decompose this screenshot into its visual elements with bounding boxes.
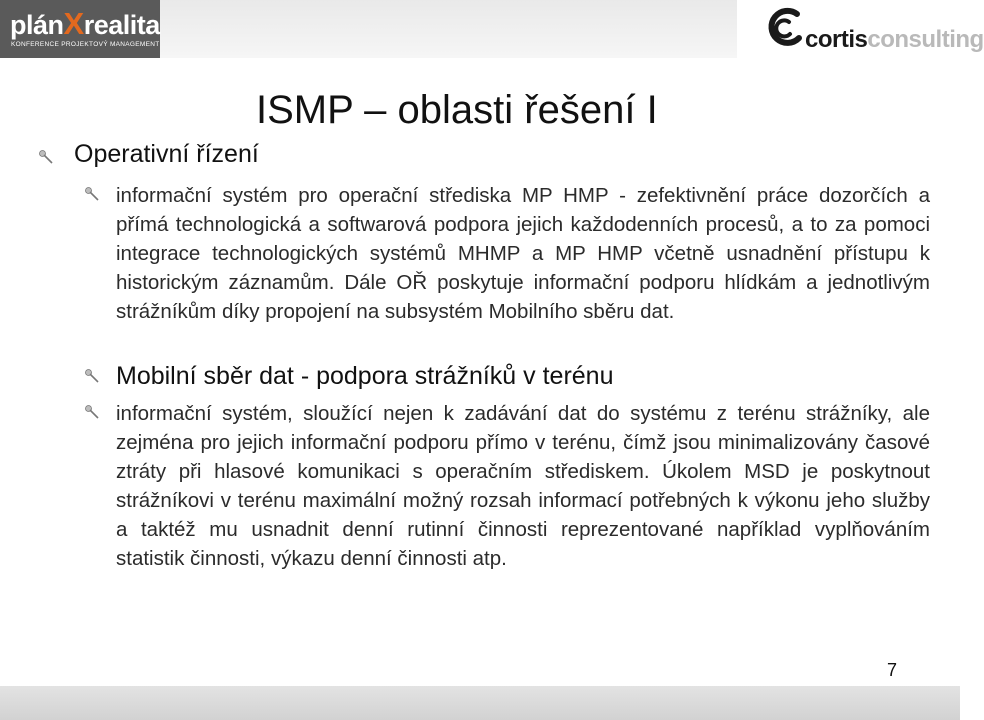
cortis-consulting-logo xyxy=(741,0,984,58)
logo-part-realita: realita xyxy=(83,10,160,40)
logo-part-x: X xyxy=(63,6,84,41)
section-paragraph-operativni-rizeni: informační systém pro operační střediska MP HMP - zefektivnění práce dozorčích a přímá technologická a softwarová podpora jejich každodenních procesů, a to za pomoci integrace technologických systémů MHMP a MP HMP včetně usnadnění přístupu k historickým záznamům. Dále OŘ poskytuje informační podporu hlídkám a jednotlivým strážníkům díky propojení na subsystém Mobilního sběru dat. xyxy=(116,184,930,323)
section-heading-mobilni-sber-dat: Mobilní sběr dat - podpora strážníků v terénu xyxy=(116,362,614,390)
planxrealita-logo xyxy=(0,0,160,58)
cortis-swirl-icon xyxy=(759,4,807,52)
pin-icon xyxy=(84,186,100,202)
section-heading-operativni-rizeni: Operativní řízení xyxy=(74,140,259,168)
planxrealita-wordmark xyxy=(10,6,160,42)
page-number: 7 xyxy=(887,660,898,680)
pin-icon xyxy=(84,368,100,384)
slide-title: ISMP – oblasti řešení I xyxy=(256,88,658,132)
logo-part-consulting: consulting xyxy=(867,26,984,53)
logo-tagline: KONFERENCE PROJEKTOVÝ MANAGEMENT xyxy=(11,41,160,48)
section-paragraph-mobilni-sber-dat: informační systém, sloužící nejen k zadávání dat do systému z terénu strážníky, ale zejména pro jejich informační podporu přímo v terénu, čímž jsou minimalizovány časové ztráty při hlasové komunikaci s operačním střediskem. Úkolem MSD je poskytnout strážníkovi v terénu maximální možný rozsah informací potřebných k výkonu jeho služby a taktéž mu usnadnit denní rutinní činnosti reprezentované například vyplňováním statistik činnosti, výkazu denní činnosti atp. xyxy=(116,402,930,570)
cortis-wordmark xyxy=(805,26,984,54)
footer-band xyxy=(0,686,960,720)
pin-icon xyxy=(84,404,100,420)
logo-part-cortis: cortis xyxy=(805,26,868,53)
logo-part-plan: plán xyxy=(10,10,64,40)
pin-icon xyxy=(38,149,54,165)
